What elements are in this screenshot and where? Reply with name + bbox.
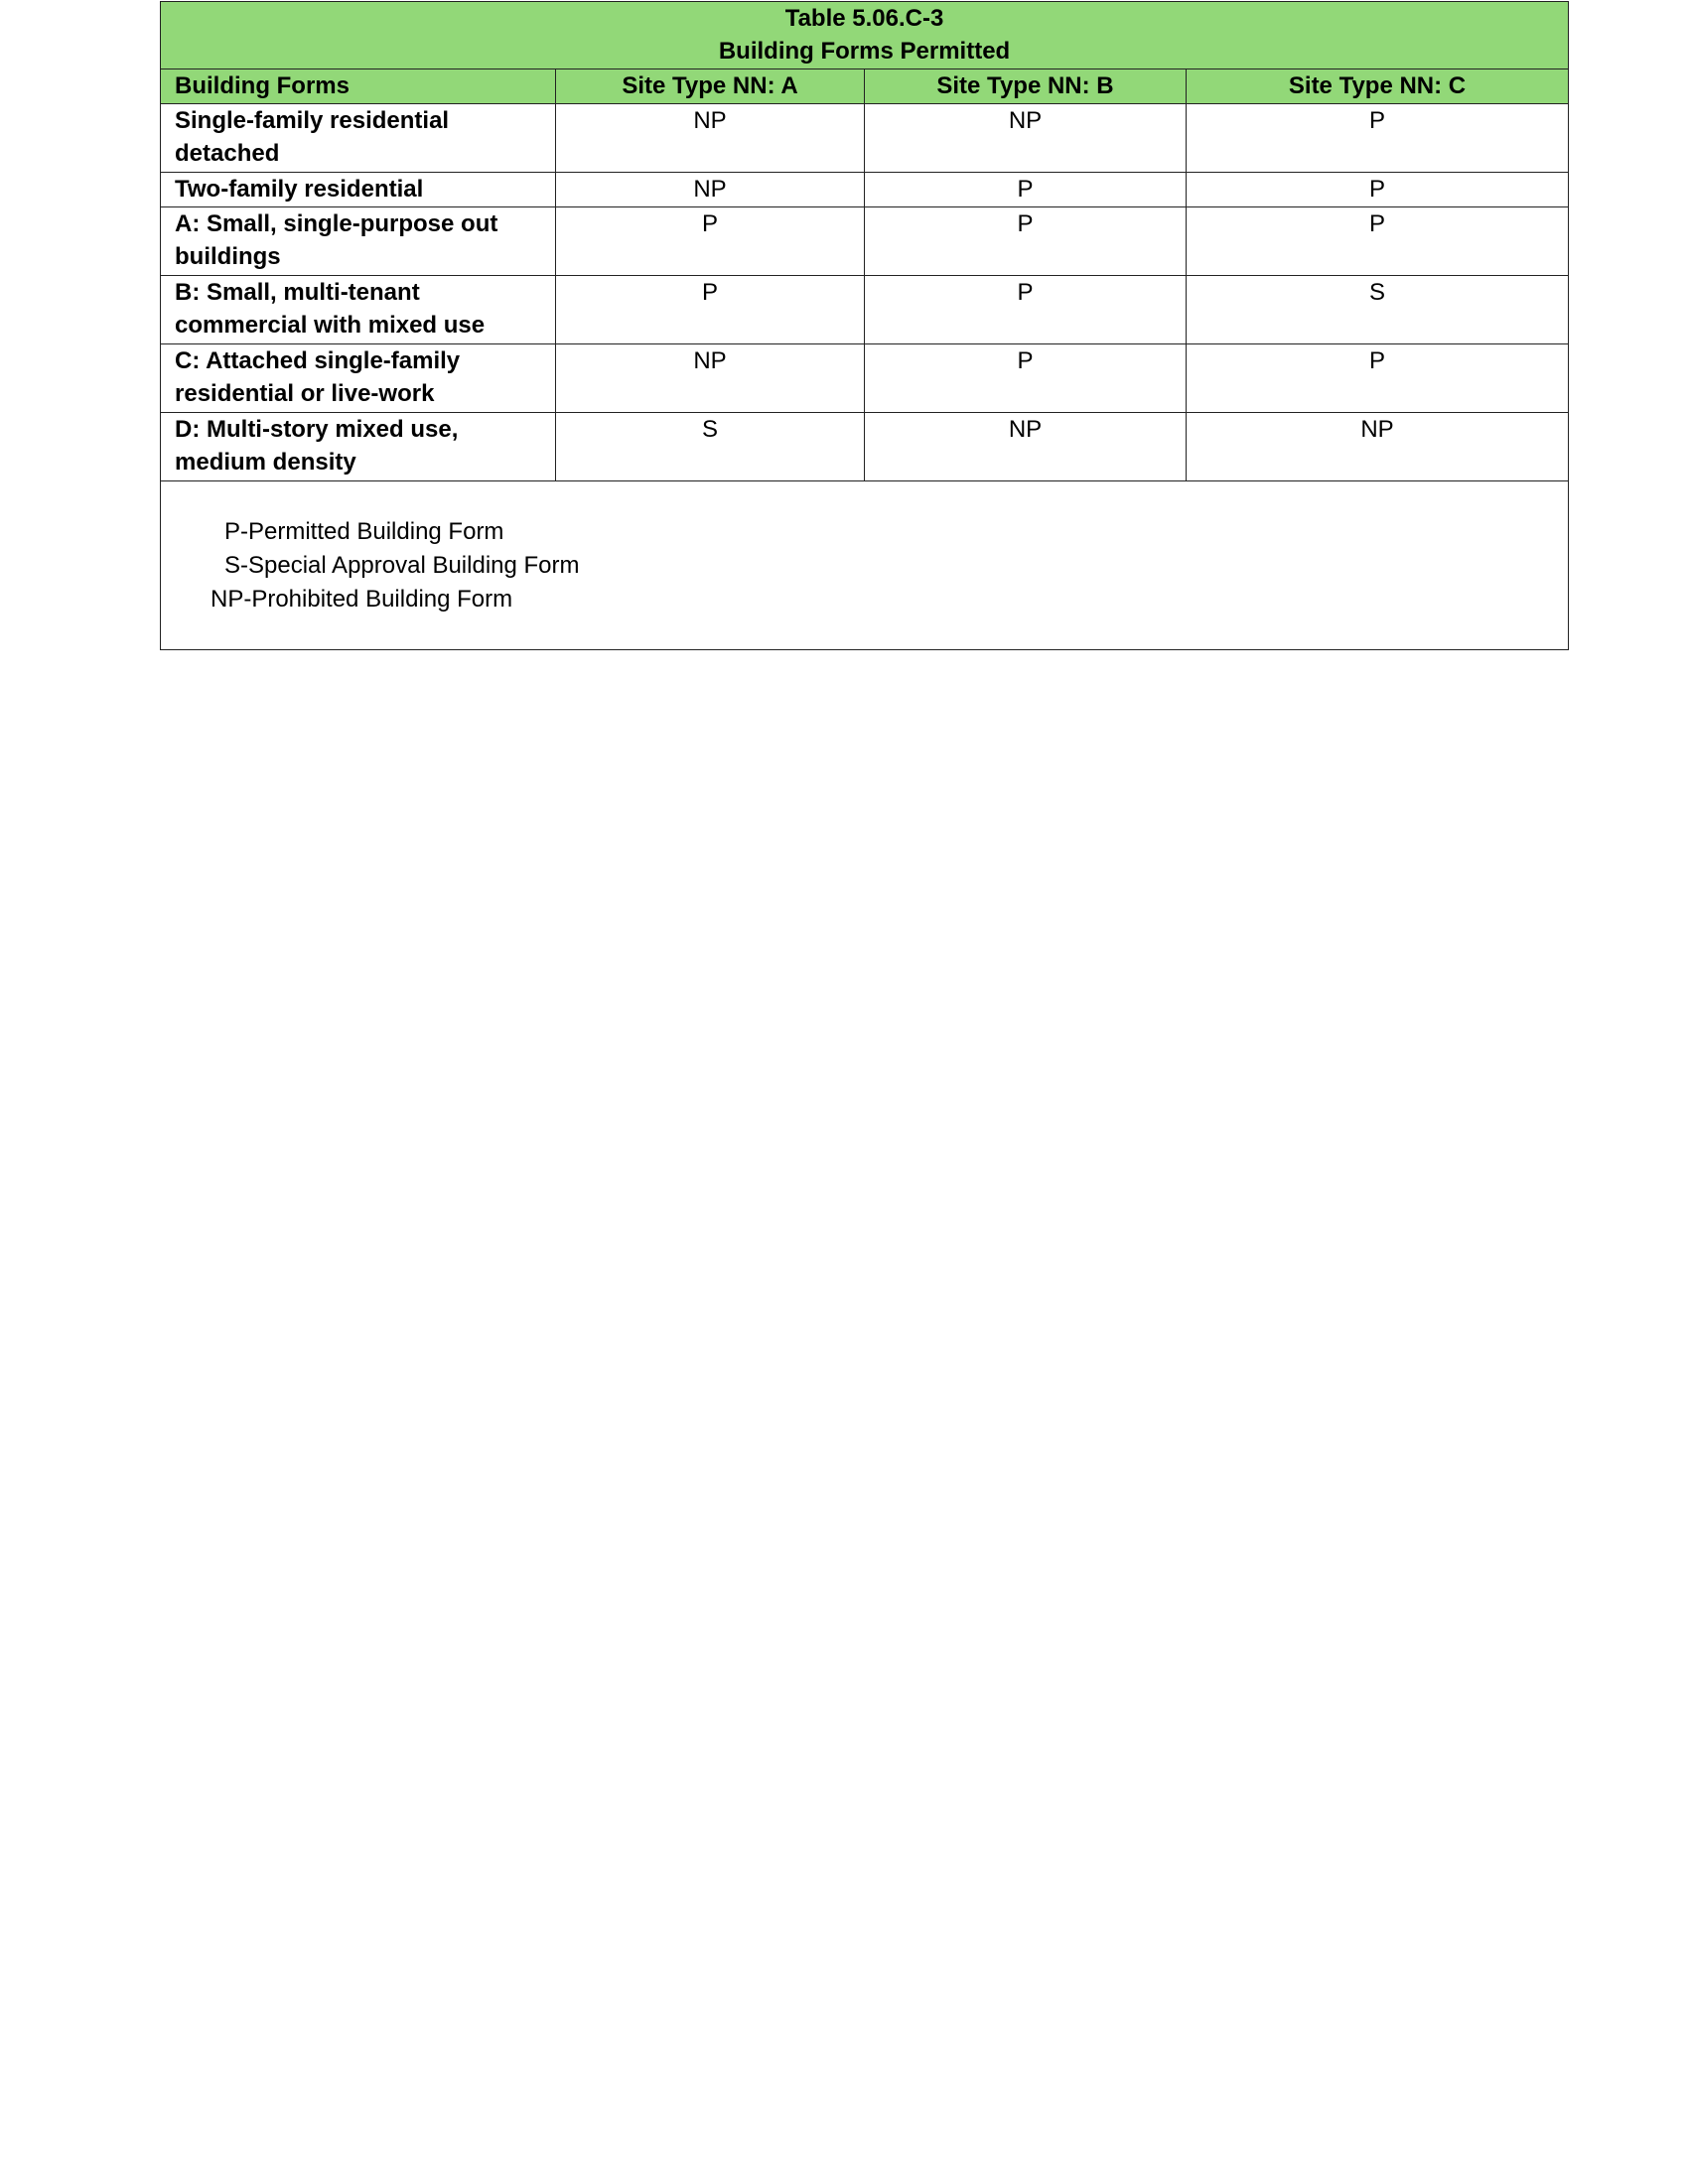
header-site-type-c: Site Type NN: C bbox=[1187, 69, 1569, 104]
header-building-forms: Building Forms bbox=[161, 69, 556, 104]
site-type-a-value: S bbox=[556, 413, 865, 481]
site-type-b-value: P bbox=[865, 276, 1187, 344]
table-number: Table 5.06.C-3 bbox=[784, 5, 944, 32]
building-forms-table bbox=[160, 1, 1569, 650]
table-row bbox=[161, 413, 1569, 481]
table-row bbox=[161, 276, 1569, 344]
site-type-b-value: P bbox=[865, 173, 1187, 207]
table-caption: Building Forms Permitted bbox=[718, 38, 1011, 65]
legend-item-permitted: P-Permitted Building Form bbox=[224, 518, 504, 545]
column-header-row bbox=[161, 69, 1569, 104]
legend-item-special-approval: S-Special Approval Building Form bbox=[224, 552, 580, 579]
building-form-name: B: Small, multi-tenant commercial with mixed use bbox=[161, 276, 556, 344]
table-title bbox=[161, 2, 1569, 69]
building-form-name: A: Small, single-purpose out buildings bbox=[161, 207, 556, 276]
building-form-name: Two-family residential bbox=[161, 173, 556, 207]
site-type-c-value: NP bbox=[1187, 413, 1569, 481]
site-type-b-value: NP bbox=[865, 413, 1187, 481]
table-title-row bbox=[161, 2, 1569, 69]
legend bbox=[161, 481, 1569, 650]
table-row bbox=[161, 104, 1569, 173]
table-row bbox=[161, 207, 1569, 276]
building-form-name: C: Attached single-family residential or live-work bbox=[161, 344, 556, 413]
legend-item-prohibited: NP-Prohibited Building Form bbox=[211, 586, 513, 613]
site-type-a-value: NP bbox=[556, 344, 865, 413]
site-type-a-value: NP bbox=[556, 173, 865, 207]
header-site-type-a: Site Type NN: A bbox=[556, 69, 865, 104]
building-form-name: D: Multi-story mixed use, medium density bbox=[161, 413, 556, 481]
site-type-a-value: P bbox=[556, 276, 865, 344]
site-type-b-value: P bbox=[865, 344, 1187, 413]
site-type-c-value: P bbox=[1187, 104, 1569, 173]
table-row bbox=[161, 173, 1569, 207]
site-type-a-value: NP bbox=[556, 104, 865, 173]
building-form-name: Single-family residential detached bbox=[161, 104, 556, 173]
header-site-type-b: Site Type NN: B bbox=[865, 69, 1187, 104]
site-type-b-value: NP bbox=[865, 104, 1187, 173]
site-type-b-value: P bbox=[865, 207, 1187, 276]
legend-row bbox=[161, 481, 1569, 650]
site-type-c-value: S bbox=[1187, 276, 1569, 344]
site-type-c-value: P bbox=[1187, 173, 1569, 207]
site-type-c-value: P bbox=[1187, 207, 1569, 276]
table-row bbox=[161, 344, 1569, 413]
site-type-c-value: P bbox=[1187, 344, 1569, 413]
site-type-a-value: P bbox=[556, 207, 865, 276]
